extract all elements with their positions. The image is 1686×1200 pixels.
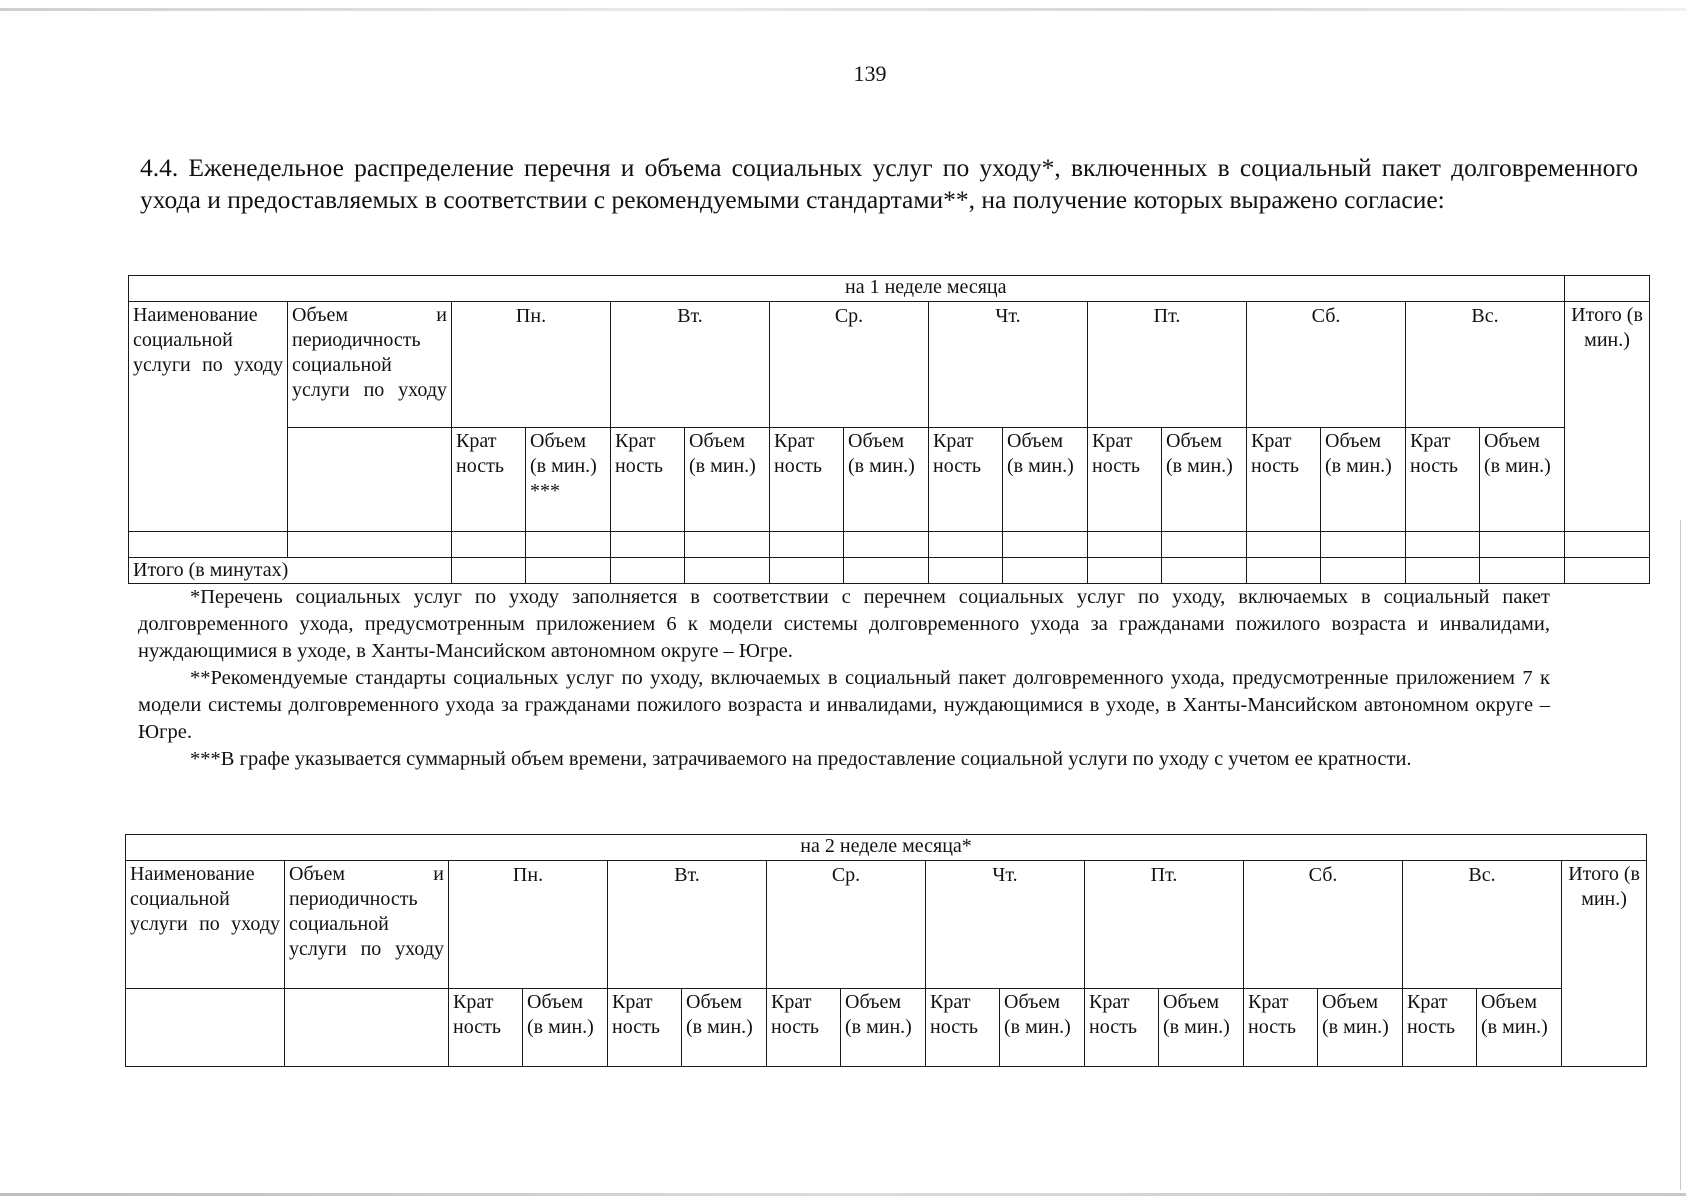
table-cell (685, 532, 770, 558)
table-cell (1088, 532, 1162, 558)
table-cell (1247, 558, 1321, 584)
table-cell (1321, 532, 1406, 558)
table-cell (929, 558, 1003, 584)
table-cell (1480, 558, 1565, 584)
week1-title: на 1 неделе месяца (288, 276, 1565, 302)
col-service-name: Наименование социальной услуги по уходу (126, 861, 285, 989)
day-tue: Вт. (611, 302, 770, 428)
day-tue: Вт. (608, 861, 767, 989)
sub-freq-mon: Крат ность (449, 989, 523, 1067)
table-cell (685, 558, 770, 584)
table-cell (1406, 558, 1480, 584)
scan-edge-top (0, 8, 1686, 11)
day-wed: Ср. (770, 302, 929, 428)
week2-schedule-table (125, 834, 1647, 1067)
sub-volume-mon: Объем (в мин.) *** (526, 428, 611, 532)
sub-freq-tue: Крат ность (608, 989, 682, 1067)
table-cell (1247, 532, 1321, 558)
sub-volume-thu: Объем (в мин.) (1003, 428, 1088, 532)
sub-volume-fri: Объем (в мин.) (1162, 428, 1247, 532)
col-service-volume: Объем и периодичность социальной услуги по уходу (285, 861, 449, 989)
table-cell (1406, 532, 1480, 558)
sub-freq-mon: Крат ность (452, 428, 526, 532)
table-cell (844, 532, 929, 558)
table-cell (844, 558, 929, 584)
col-service-name: Наименование социальной услуги по уходу (129, 302, 288, 532)
sub-volume-wed: Объем (в мин.) (841, 989, 926, 1067)
day-thu: Чт. (929, 302, 1088, 428)
sub-freq-sat: Крат ность (1244, 989, 1318, 1067)
table-cell (929, 532, 1003, 558)
sub-volume-sat: Объем (в мин.) (1318, 989, 1403, 1067)
day-sun: Вс. (1406, 302, 1565, 428)
table-cell (1565, 532, 1650, 558)
table-cell (126, 989, 285, 1067)
table-cell (611, 532, 685, 558)
table-cell (129, 532, 288, 558)
scan-edge-bottom (0, 1193, 1686, 1196)
table-cell (285, 989, 449, 1067)
sub-volume-mon: Объем (в мин.) (523, 989, 608, 1067)
table-cell (452, 558, 526, 584)
footnotes (138, 584, 1550, 773)
table-cell (1321, 558, 1406, 584)
sub-freq-tue: Крат ность (611, 428, 685, 532)
sub-freq-wed: Крат ность (770, 428, 844, 532)
sub-volume-tue: Объем (в мин.) (685, 428, 770, 532)
page-number: 139 (853, 61, 887, 86)
table-cell (1088, 558, 1162, 584)
footnote-2: **Рекомендуемые стандарты социальных услуг по уходу, включаемых в социальный пакет долговременного ухода, предусмотренные приложением 7 к модели системы долговременного ухода за гражданами пожилого возраста и инвалидами, нуждающимися в уходе, в Ханты-Мансийском автономном округе – Югре. (138, 667, 1550, 743)
table-cell (452, 532, 526, 558)
table-cell (1162, 558, 1247, 584)
day-fri: Пт. (1085, 861, 1244, 989)
sub-freq-thu: Крат ность (929, 428, 1003, 532)
section-heading: 4.4. Еженедельное распределение перечня и объема социальных услуг по уходу*, включенных в социальный пакет долговременного ухода и предоставляемых в соответствии с рекомендуемыми стандартами**, на получение которых выражено согласие: (140, 153, 1638, 214)
table-cell (1003, 558, 1088, 584)
day-sat: Сб. (1244, 861, 1403, 989)
col-volume-sub-empty (288, 428, 452, 532)
col-total: Итого (в мин.) (1565, 302, 1650, 532)
table-cell (770, 558, 844, 584)
sub-volume-tue: Объем (в мин.) (682, 989, 767, 1067)
day-sun: Вс. (1403, 861, 1562, 989)
day-thu: Чт. (926, 861, 1085, 989)
table-cell (288, 532, 452, 558)
sub-freq-sun: Крат ность (1403, 989, 1477, 1067)
sub-freq-fri: Крат ность (1088, 428, 1162, 532)
table-cell (1162, 532, 1247, 558)
day-mon: Пн. (452, 302, 611, 428)
sub-volume-thu: Объем (в мин.) (1000, 989, 1085, 1067)
table-cell (526, 532, 611, 558)
table-row (129, 532, 1650, 558)
total-row-label: Итого (в минутах) (129, 558, 452, 584)
week1-schedule-table (128, 275, 1650, 584)
sub-freq-sat: Крат ность (1247, 428, 1321, 532)
sub-freq-fri: Крат ность (1085, 989, 1159, 1067)
scan-edge-right (1680, 520, 1681, 1190)
day-sat: Сб. (1247, 302, 1406, 428)
day-fri: Пт. (1088, 302, 1247, 428)
sub-freq-thu: Крат ность (926, 989, 1000, 1067)
sub-volume-sun: Объем (в мин.) (1477, 989, 1562, 1067)
table-cell (770, 532, 844, 558)
sub-volume-wed: Объем (в мин.) (844, 428, 929, 532)
sub-freq-sun: Крат ность (1406, 428, 1480, 532)
footnote-1: *Перечень социальных услуг по уходу заполняется в соответствии с перечнем социальных услуг по уходу, включаемых в социальный пакет долговременного ухода, предусмотренным приложением 6 к модели системы долговременного ухода за гражданами пожилого возраста и инвалидами, нуждающимися в уходе, в Ханты-Мансийском автономном округе – Югре. (138, 586, 1550, 662)
sub-freq-wed: Крат ность (767, 989, 841, 1067)
table-row-total (129, 558, 1650, 584)
footnote-3: ***В графе указывается суммарный объем времени, затрачиваемого на предоставление социальной услуги по уходу с учетом ее кратности. (190, 748, 1412, 770)
table-cell (526, 558, 611, 584)
sub-volume-sun: Объем (в мин.) (1480, 428, 1565, 532)
sub-volume-sat: Объем (в мин.) (1321, 428, 1406, 532)
table-cell (1565, 558, 1650, 584)
day-mon: Пн. (449, 861, 608, 989)
col-service-volume: Объем и периодичность социальной услуги по уходу (288, 302, 452, 428)
table-cell (1480, 532, 1565, 558)
table-cell (611, 558, 685, 584)
week2-title: на 2 неделе месяца* (126, 835, 1647, 861)
table-cell (1003, 532, 1088, 558)
day-wed: Ср. (767, 861, 926, 989)
col-total: Итого (в мин.) (1562, 861, 1647, 1067)
sub-volume-fri: Объем (в мин.) (1159, 989, 1244, 1067)
